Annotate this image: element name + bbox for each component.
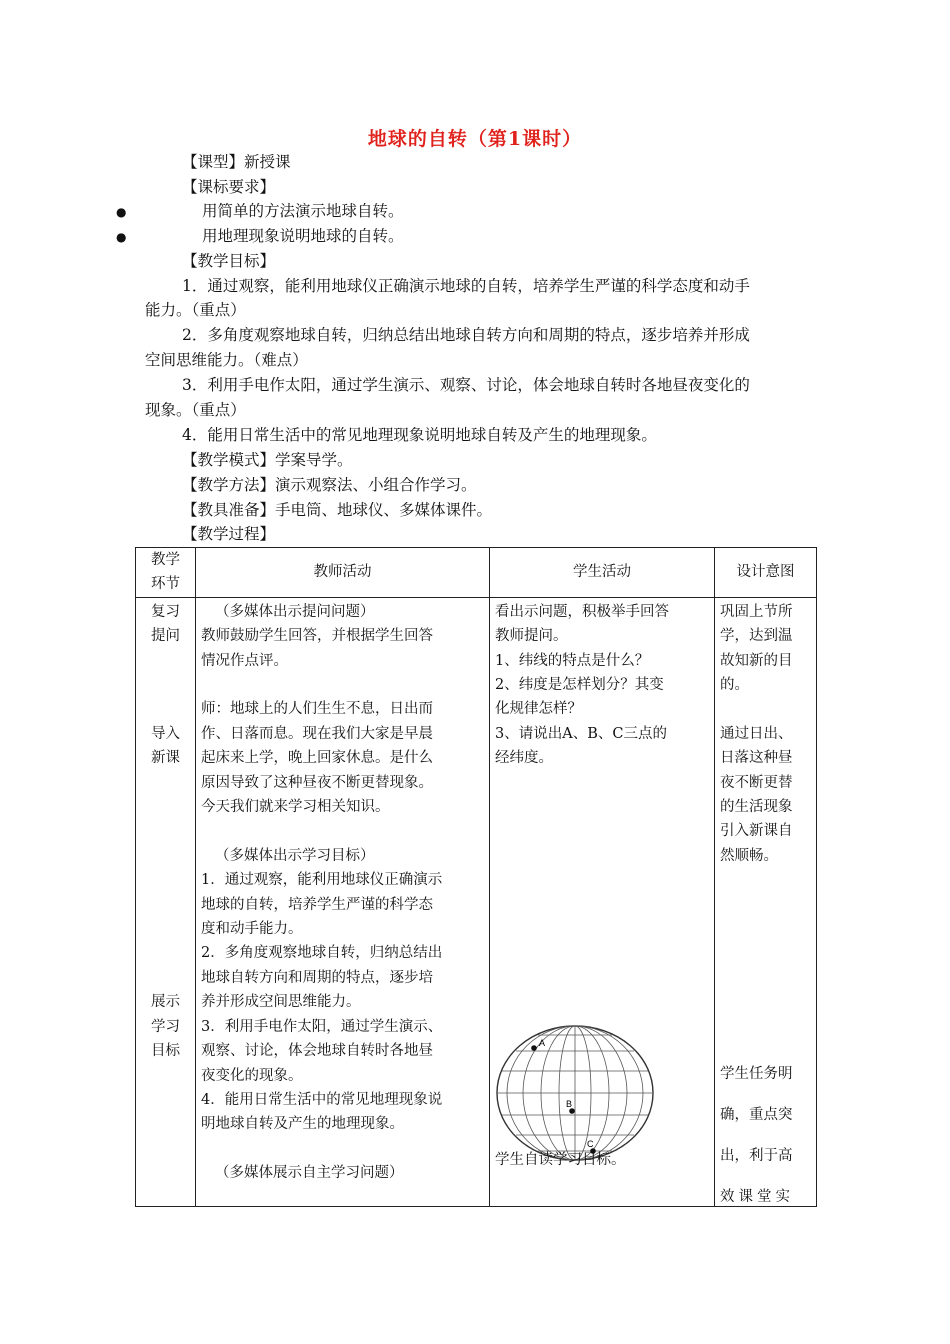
objective-line: 空间思维能力。（难点） <box>145 351 308 369</box>
intent-line: 夜不断更替 <box>720 774 793 791</box>
globe-grid-figure <box>494 1023 656 1163</box>
intent-line: 的生活现象 <box>720 799 793 816</box>
teacher-line <box>201 1137 484 1161</box>
teacher-activity-cell <box>196 597 490 1206</box>
curriculum-item: 用地理现象说明地球的自转。 <box>202 227 404 245</box>
objectives-heading: 【教学目标】 <box>182 252 276 270</box>
teacher-line: 明地球自转及产生的地理现象。 <box>201 1116 404 1133</box>
intent-line: 故知新的目 <box>720 652 793 669</box>
stage-review <box>141 600 190 649</box>
teacher-line: 3．利用手电作太阳，通过学生演示、 <box>201 1018 443 1035</box>
intent-line: 日落这种昼 <box>720 750 793 767</box>
student-line: 1、纬线的特点是什么？ <box>495 652 650 669</box>
intent-line: 然顺畅。 <box>720 847 778 864</box>
header-student: 学生活动 <box>490 548 715 598</box>
intent-line: 效课堂实 <box>720 1188 794 1205</box>
stage-label: 复习 <box>151 603 180 620</box>
bullet-icon: ● <box>116 230 127 244</box>
table-header-row <box>136 548 817 598</box>
point-a-marker <box>531 1045 537 1051</box>
teacher-line: 养并形成空间思维能力。 <box>201 994 361 1011</box>
teaching-tools: 【教具准备】手电筒、地球仪、多媒体课件。 <box>182 501 493 519</box>
objective-line: 3．利用手电作太阳，通过学生演示、观察、讨论，体会地球自转时各地昼夜变化的 <box>182 376 750 394</box>
teacher-line <box>201 819 484 843</box>
student-line: 3、请说出A、B、C三点的 <box>495 725 667 742</box>
header-stage-line: 教学 <box>151 552 180 568</box>
objective-line: 4．能用日常生活中的常见地理现象说明地球自转及产生的地理现象。 <box>182 426 657 444</box>
process-table <box>135 547 817 1207</box>
stage-label: 提问 <box>151 628 180 645</box>
student-self-read: 学生自读学习目标。 <box>495 1151 626 1168</box>
teacher-line: 原因导致了这种昼夜不断更替现象。 <box>201 774 433 791</box>
point-a-label: A <box>539 1037 546 1048</box>
objective-line: 2．多角度观察地球自转，归纳总结出地球自转方向和周期的特点，逐步培养并形成 <box>182 326 750 344</box>
teacher-line: 情况作点评。 <box>201 652 288 669</box>
teacher-line: 1．通过观察，能利用地球仪正确演示 <box>201 872 443 889</box>
teaching-mode: 【教学模式】学案导学。 <box>182 451 353 469</box>
objective-line: 1．通过观察，能利用地球仪正确演示地球的自转，培养学生严谨的科学态度和动手 <box>182 277 750 295</box>
process-heading: 【教学过程】 <box>182 525 276 543</box>
point-b-label: B <box>566 1098 573 1109</box>
student-line: 2、纬度是怎样划分？其变 <box>495 677 664 694</box>
bullet-icon: ● <box>116 205 127 219</box>
design-intent-cell <box>715 597 817 1206</box>
header-stage <box>136 548 196 598</box>
teacher-line: 观察、讨论，体会地球自转时各地昼 <box>201 1043 433 1060</box>
header-teacher: 教师活动 <box>196 548 490 598</box>
lesson-type: 【课型】新授课 <box>182 153 291 171</box>
teacher-line <box>201 673 484 697</box>
teacher-line: 夜变化的现象。 <box>201 1067 303 1084</box>
intent-line: 学生任务明 <box>720 1065 793 1082</box>
teacher-line: 今天我们就来学习相关知识。 <box>201 799 390 816</box>
student-line: 教师提问。 <box>495 628 568 645</box>
intent-line: 确，重点突 <box>720 1106 793 1123</box>
teacher-line: 师：地球上的人们生生不息，日出而 <box>201 701 433 718</box>
teacher-line: 教师鼓励学生回答，并根据学生回答 <box>201 628 433 645</box>
stage-label: 展示 <box>151 994 180 1011</box>
intent-line: 巩固上节所 <box>720 603 793 620</box>
intent-line: 引入新课自 <box>720 823 793 840</box>
student-line: 经纬度。 <box>495 750 553 767</box>
teacher-line: 起床来上学，晚上回家休息。是什么 <box>201 750 433 767</box>
point-b-marker <box>569 1108 575 1114</box>
teacher-line: 地球的自转，培养学生严谨的科学态 <box>201 896 433 913</box>
teaching-method: 【教学方法】演示观察法、小组合作学习。 <box>182 476 477 494</box>
teacher-line: 作、日落而息。现在我们大家是早晨 <box>201 725 433 742</box>
stage-label: 导入 <box>151 725 180 742</box>
student-line: 化规律怎样？ <box>495 701 582 718</box>
stage-label: 新课 <box>151 750 180 767</box>
point-c-label: C <box>587 1138 594 1149</box>
header-stage-line: 环节 <box>151 576 180 593</box>
intent-line: 的。 <box>720 677 749 694</box>
stage-intro <box>141 722 190 771</box>
header-intent: 设计意图 <box>715 548 817 598</box>
intent-line: 通过日出、 <box>720 725 793 742</box>
curriculum-item: 用简单的方法演示地球自转。 <box>202 202 404 220</box>
document-title: 地球的自转（第1课时） <box>367 128 583 150</box>
intent-line: 学，达到温 <box>720 628 793 645</box>
teacher-line: 2．多角度观察地球自转，归纳总结出 <box>201 945 443 962</box>
intent-block-3 <box>720 1054 794 1218</box>
teacher-line: （多媒体出示学习目标） <box>215 847 375 864</box>
objective-line: 能力。（重点） <box>145 301 246 319</box>
curriculum-heading: 【课标要求】 <box>182 178 276 196</box>
teacher-line: 地球自转方向和周期的特点，逐步培 <box>201 969 433 986</box>
table-row <box>136 597 817 1206</box>
student-activity-cell <box>490 597 715 1206</box>
stage-label: 学习 <box>151 1018 180 1035</box>
teacher-line: 度和动手能力。 <box>201 921 303 938</box>
teacher-line: （多媒体出示提问问题） <box>215 603 375 620</box>
stage-label: 目标 <box>151 1043 180 1060</box>
stage-cell <box>136 597 196 1206</box>
teacher-line: （多媒体展示自主学习问题） <box>215 1165 404 1182</box>
stage-show-goals <box>141 990 190 1063</box>
student-line: 看出示问题，积极举手回答 <box>495 603 669 620</box>
objective-line: 现象。（重点） <box>145 401 246 419</box>
teacher-line: 4．能用日常生活中的常见地理现象说 <box>201 1091 443 1108</box>
intent-line: 出，利于高 <box>720 1147 793 1164</box>
